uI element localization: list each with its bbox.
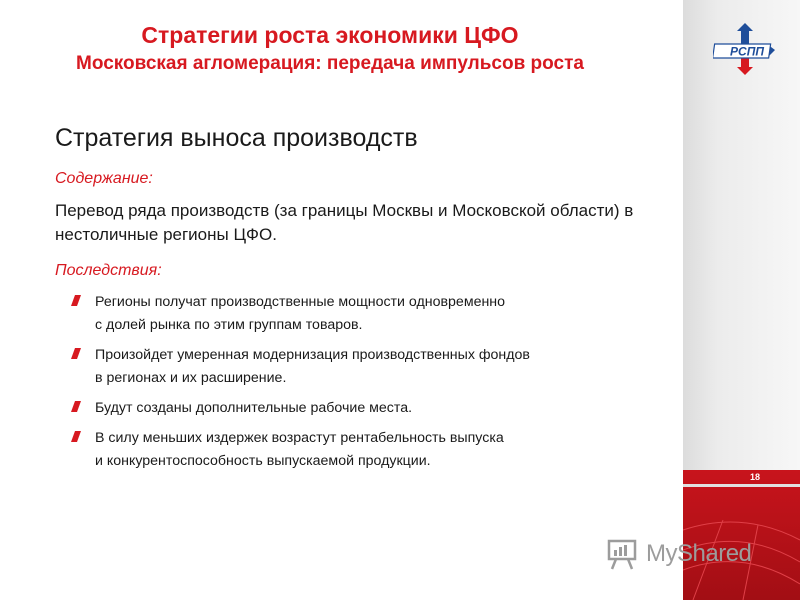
content-text: Перевод ряда производств (за границы Москвы и Московской области) в нестоличные регионы ЦФО. bbox=[55, 201, 634, 244]
consequences-label: Последствия: bbox=[55, 262, 162, 279]
content-label: Содержание: bbox=[55, 170, 153, 187]
consequences-list bbox=[70, 291, 630, 480]
list-item-line1: В силу меньших издержек возрастут рентабельность выпуска bbox=[95, 430, 504, 446]
track-lines-decoration bbox=[683, 470, 800, 600]
watermark-text: MyShared bbox=[646, 540, 752, 567]
list-item bbox=[70, 291, 630, 337]
list-item-line2: и конкурентоспособность выпускаемой продукции. bbox=[95, 453, 431, 469]
list-item-line1: Регионы получат производственные мощности одновременно bbox=[95, 294, 506, 310]
list-item-line2: в регионах и их расширение. bbox=[95, 370, 287, 386]
sidebar-red-block bbox=[683, 470, 800, 600]
logo-text: РСПП bbox=[730, 44, 764, 59]
slide-title: Стратегии роста экономики ЦФО bbox=[141, 22, 519, 48]
bullet-icon bbox=[71, 401, 81, 412]
rspp-logo-icon bbox=[713, 20, 779, 78]
list-item-line1: Будут созданы дополнительные рабочие места. bbox=[95, 400, 413, 416]
section-heading: Стратегия выноса производств bbox=[55, 124, 418, 152]
bullet-icon bbox=[71, 295, 81, 306]
list-item bbox=[70, 344, 630, 390]
slide-subtitle: Московская агломерация: передача импульсов роста bbox=[76, 53, 584, 74]
bullet-icon bbox=[71, 348, 81, 359]
watermark bbox=[606, 537, 776, 577]
page-number: 18 bbox=[749, 472, 760, 482]
list-item-line2: с долей рынка по этим группам товаров. bbox=[95, 317, 363, 333]
list-item bbox=[70, 427, 630, 473]
list-item bbox=[70, 397, 630, 420]
list-item-line1: Произойдет умеренная модернизация производственных фондов bbox=[95, 347, 530, 363]
presentation-board-icon bbox=[606, 537, 640, 571]
bullet-icon bbox=[71, 431, 81, 442]
